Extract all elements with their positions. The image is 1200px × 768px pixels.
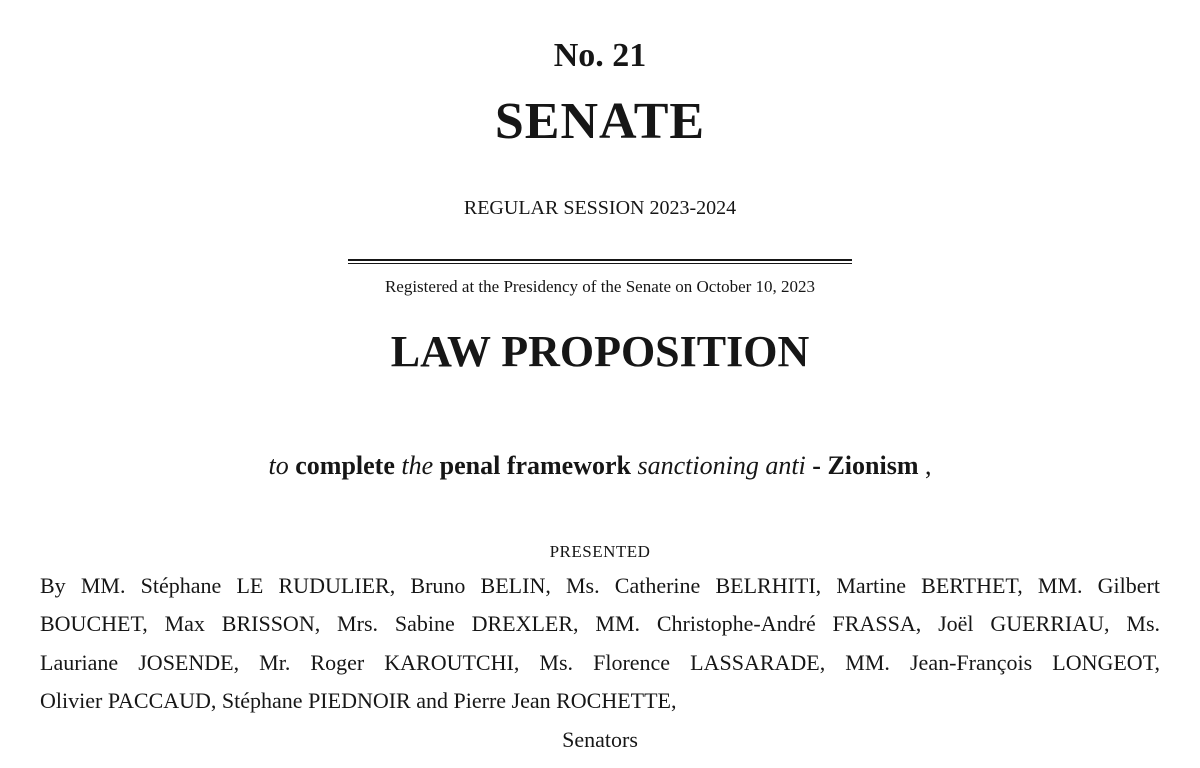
subtitle-segment: Zionism (827, 451, 919, 481)
law-proposition-title: LAW PROPOSITION (390, 327, 810, 377)
subtitle-segment: penal framework (439, 451, 638, 481)
subtitle-segment: to (268, 451, 296, 481)
subtitle-segment: sanctioning anti (637, 451, 813, 481)
authors-paragraph (40, 567, 1160, 760)
subtitle-segment: , (918, 451, 932, 481)
registration-line: Registered at the Presidency of the Senate on October 10, 2023 (384, 277, 816, 297)
presented-label: PRESENTED (549, 541, 651, 561)
authors-line: By MM. Stéphane LE RUDULIER, Bruno BELIN, Ms. Catherine BELRHITI, Martine BERTHET, MM. Gilbert (40, 572, 1160, 598)
document-number: No. 21 (553, 37, 647, 74)
subtitle-segment: complete (295, 451, 402, 481)
session-line: REGULAR SESSION 2023-2024 (463, 197, 737, 220)
subtitle-line (40, 449, 1160, 483)
double-rule-divider (348, 259, 852, 264)
subtitle-segment: the (401, 451, 440, 481)
subtitle-segment: - (812, 451, 828, 481)
authors-line: Olivier PACCAUD, Stéphane PIEDNOIR and Pierre Jean ROCHETTE, (40, 688, 677, 714)
authors-line: Lauriane JOSENDE, Mr. Roger KAROUTCHI, Ms. Florence LASSARADE, MM. Jean-François LONGEOT, (40, 649, 1160, 675)
authors-line: BOUCHET, Max BRISSON, Mrs. Sabine DREXLER, MM. Christophe-André FRASSA, Joël GUERRIAU, Ms. (40, 611, 1160, 637)
chamber-title: SENATE (494, 92, 706, 150)
authors-role-label: Senators (562, 726, 638, 752)
